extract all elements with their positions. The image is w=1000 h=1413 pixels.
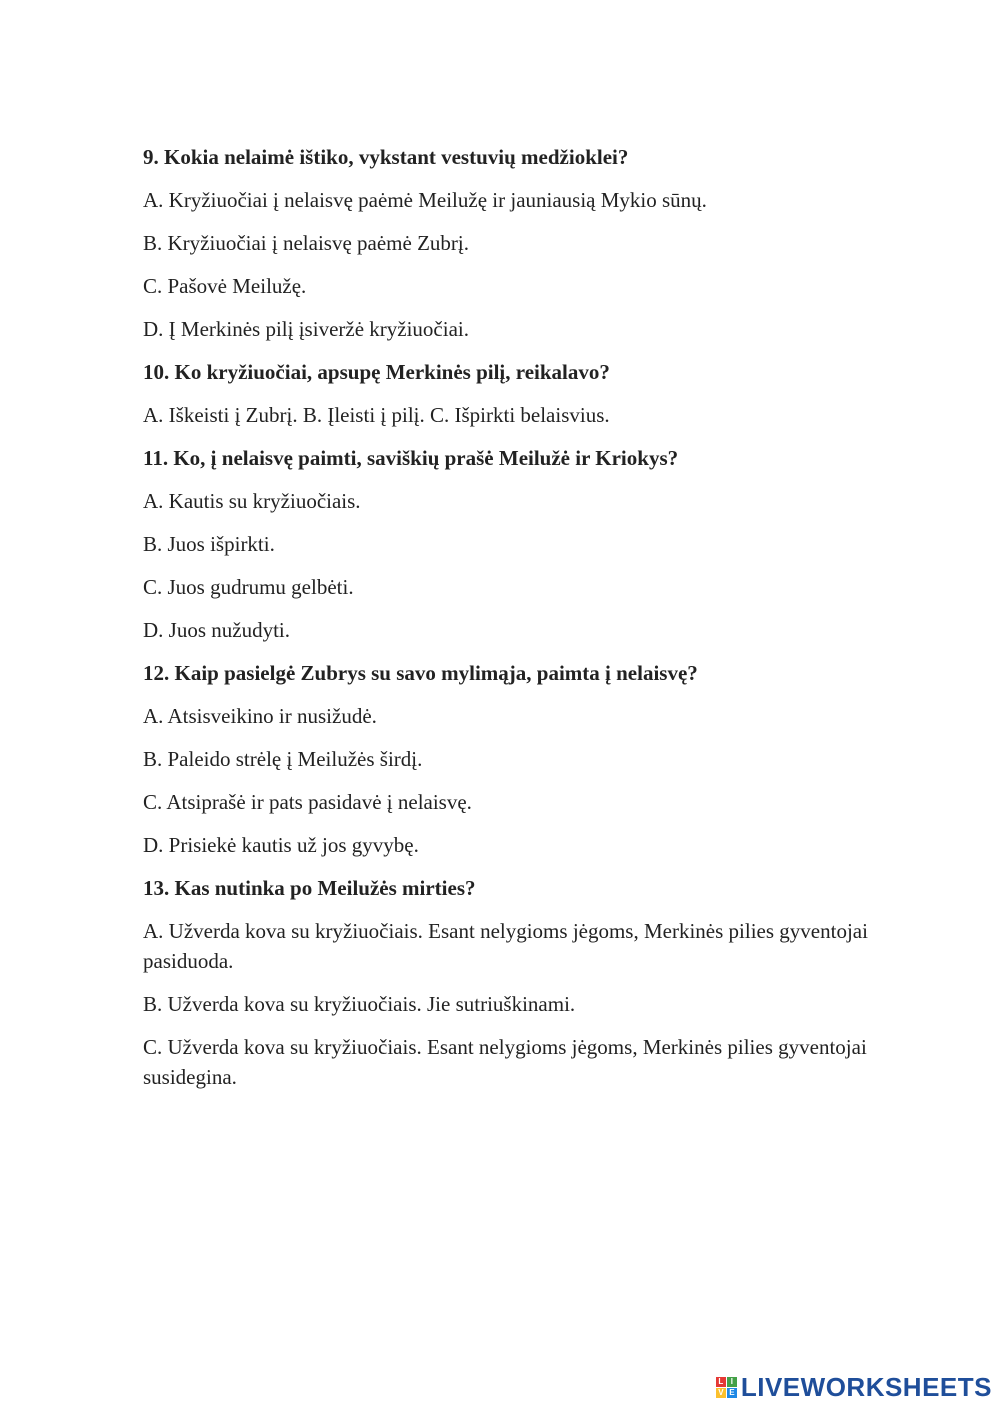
question-9 (143, 142, 958, 344)
answer-option[interactable]: A. Kryžiuočiai į nelaisvę paėmė Meilužę ir jauniausią Mykio sūnų. (143, 188, 707, 212)
answer-option[interactable]: C. Užverda kova su kryžiuočiais. Esant nelygioms jėgoms, Merkinės pilies gyventojai susidegina. (143, 1035, 867, 1089)
question-13 (143, 873, 958, 1092)
logo-square-i: I (727, 1377, 737, 1387)
question-10 (143, 357, 958, 430)
answer-option[interactable]: C. Atsiprašė ir pats pasidavė į nelaisvę. (143, 790, 472, 814)
logo-square-l: L (716, 1377, 726, 1387)
worksheet-page (143, 142, 958, 1105)
answer-option[interactable]: D. Prisiekė kautis už jos gyvybę. (143, 833, 419, 857)
logo-square-v: V (716, 1388, 726, 1398)
logo-text: LIVEWORKSHEETS (740, 1372, 992, 1402)
answer-option[interactable]: B. Užverda kova su kryžiuočiais. Jie sutriuškinami. (143, 992, 576, 1016)
answer-option[interactable]: C. Juos gudrumu gelbėti. (143, 575, 354, 599)
question-text: 11. Ko, į nelaisvę paimti, saviškių prašė Meilužė ir Kriokys? (143, 446, 679, 470)
answer-option[interactable]: A. Atsisveikino ir nusižudė. (143, 704, 377, 728)
question-11 (143, 443, 958, 645)
answer-option[interactable]: B. Juos išpirkti. (143, 532, 275, 556)
logo-square-e: E (727, 1388, 737, 1398)
question-12 (143, 658, 958, 860)
answer-option[interactable]: D. Juos nužudyti. (143, 618, 290, 642)
answer-option[interactable]: A. Iškeisti į Zubrį. B. Įleisti į pilį. C. Išpirkti belaisvius. (143, 403, 610, 427)
logo-squares-icon (716, 1377, 737, 1398)
answer-option[interactable]: B. Kryžiuočiai į nelaisvę paėmė Zubrį. (143, 231, 469, 255)
liveworksheets-logo (716, 1372, 992, 1403)
question-text: 10. Ko kryžiuočiai, apsupę Merkinės pilį, reikalavo? (143, 360, 610, 384)
answer-option[interactable]: A. Užverda kova su kryžiuočiais. Esant nelygioms jėgoms, Merkinės pilies gyventojai pasiduoda. (143, 919, 868, 973)
answer-option[interactable]: B. Paleido strėlę į Meilužės širdį. (143, 747, 423, 771)
question-text: 9. Kokia nelaimė ištiko, vykstant vestuvių medžioklei? (143, 145, 629, 169)
question-text: 13. Kas nutinka po Meilužės mirties? (143, 876, 476, 900)
answer-option[interactable]: C. Pašovė Meilužę. (143, 274, 307, 298)
question-text: 12. Kaip pasielgė Zubrys su savo mylimąja, paimta į nelaisvę? (143, 661, 698, 685)
answer-option[interactable]: A. Kautis su kryžiuočiais. (143, 489, 361, 513)
answer-option[interactable]: D. Į Merkinės pilį įsiveržė kryžiuočiai. (143, 317, 469, 341)
